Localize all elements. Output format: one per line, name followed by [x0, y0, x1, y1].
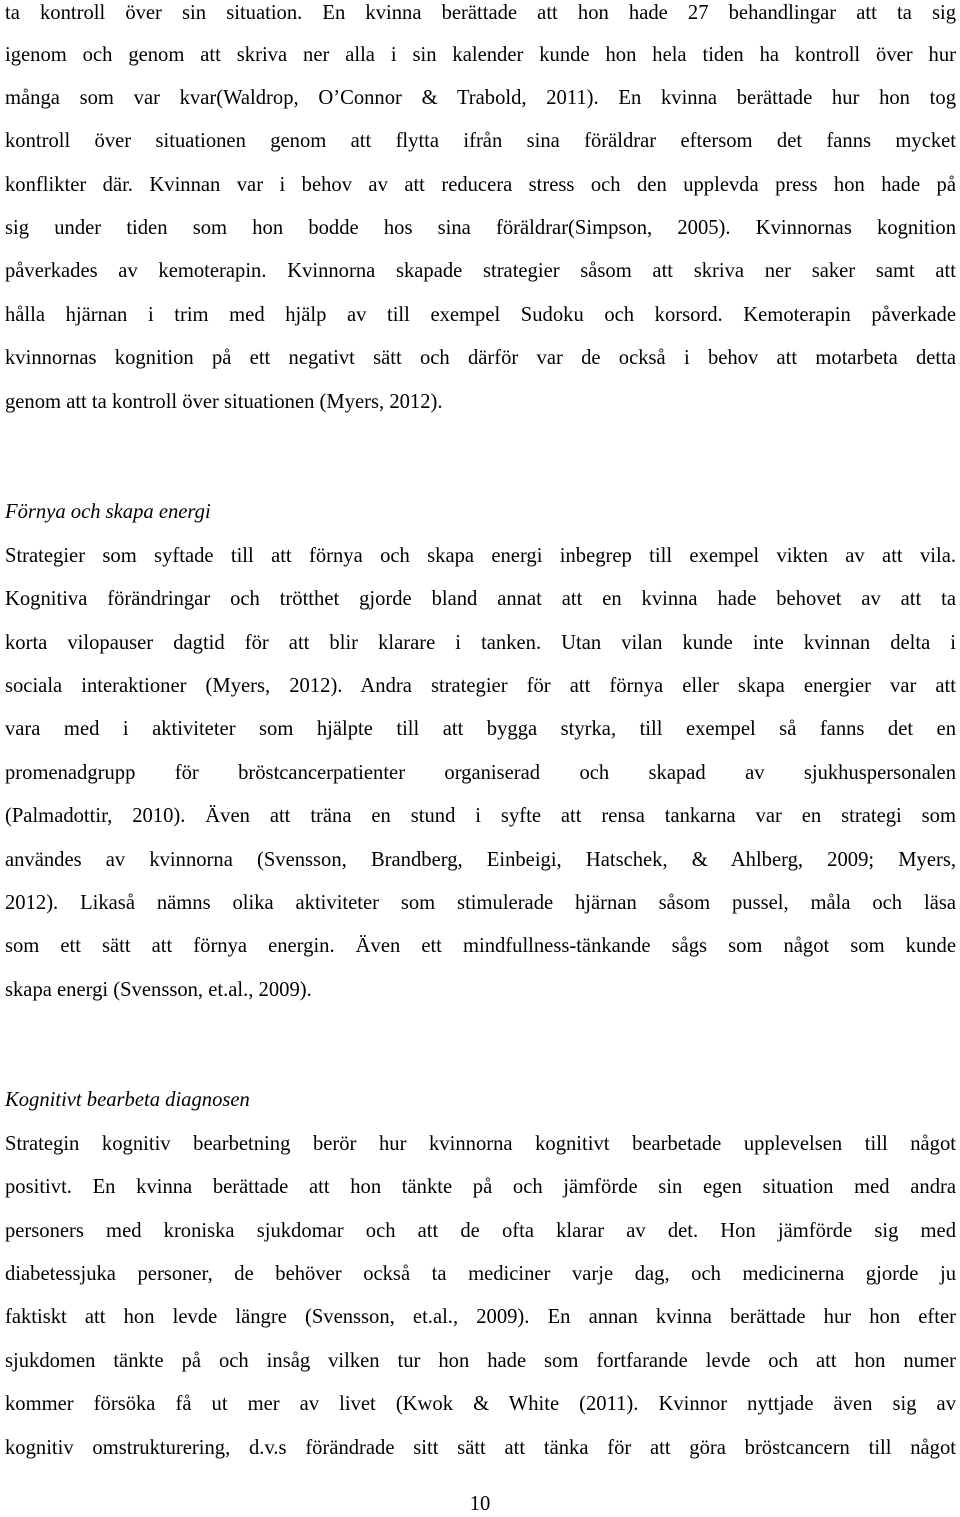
- text-line: faktiskt att hon levde längre (Svensson, et.al., 2009). En annan kvinna berättade hur hon efter: [5, 1306, 956, 1328]
- text-line: sociala interaktioner (Myers, 2012). Andra strategier för att förnya eller skapa energier var att: [5, 675, 956, 697]
- section-heading: Kognitivt bearbeta diagnosen: [5, 1089, 250, 1111]
- text-line: kvinnornas kognition på ett negativt sätt och därför var de också i behov att motarbeta detta: [5, 347, 956, 369]
- text-line: korta vilopauser dagtid för att blir klarare i tanken. Utan vilan kunde inte kvinnan delta i: [5, 632, 956, 654]
- text-line: kommer försöka få ut mer av livet (Kwok & White (2011). Kvinnor nyttjade även sig av: [5, 1393, 956, 1415]
- text-line: 2012). Likaså nämns olika aktiviteter som stimulerade hjärnan såsom pussel, måla och läsa: [5, 892, 956, 914]
- text-line: vara med i aktiviteter som hjälpte till att bygga styrka, till exempel så fanns det en: [5, 718, 956, 740]
- text-line: många som var kvar(Waldrop, O’Connor & Trabold, 2011). En kvinna berättade hur hon tog: [5, 87, 956, 109]
- text-line: (Palmadottir, 2010). Även att träna en stund i syfte att rensa tankarna var en strategi som: [5, 805, 956, 827]
- text-line: Kognitiva förändringar och trötthet gjorde bland annat att en kvinna hade behovet av att ta: [5, 588, 956, 610]
- text-line: kognitiv omstrukturering, d.v.s förändrade sitt sätt att tänka för att göra bröstcancern till något: [5, 1437, 956, 1459]
- section-heading: Förnya och skapa energi: [5, 501, 211, 523]
- text-line: sig under tiden som hon bodde hos sina föräldrar(Simpson, 2005). Kvinnornas kognition: [5, 217, 956, 239]
- text-line: hålla hjärnan i trim med hjälp av till exempel Sudoku och korsord. Kemoterapin påverkade: [5, 304, 956, 326]
- text-line: skapa energi (Svensson, et.al., 2009).: [5, 979, 312, 1001]
- text-line: promenadgrupp för bröstcancerpatienter organiserad och skapad av sjukhuspersonalen: [5, 762, 956, 784]
- text-line: Strategin kognitiv bearbetning berör hur kvinnorna kognitivt bearbetade upplevelsen till något: [5, 1133, 956, 1155]
- text-line: kontroll över situationen genom att flytta ifrån sina föräldrar eftersom det fanns mycket: [5, 130, 956, 152]
- text-line: sjukdomen tänkte på och insåg vilken tur hon hade som fortfarande levde och att hon numer: [5, 1350, 956, 1372]
- text-line: påverkades av kemoterapin. Kvinnorna skapade strategier såsom att skriva ner saker samt att: [5, 260, 956, 282]
- text-line: personers med kroniska sjukdomar och att de ofta klarar av det. Hon jämförde sig med: [5, 1220, 956, 1242]
- text-line: ta kontroll över sin situation. En kvinna berättade att hon hade 27 behandlingar att ta sig: [5, 2, 956, 24]
- text-line: användes av kvinnorna (Svensson, Brandberg, Einbeigi, Hatschek, & Ahlberg, 2009; Myers,: [5, 849, 956, 871]
- text-line: genom att ta kontroll över situationen (Myers, 2012).: [5, 391, 443, 413]
- text-line: som ett sätt att förnya energin. Även ett mindfullness-tänkande sågs som något som kunde: [5, 935, 956, 957]
- text-line: diabetessjuka personer, de behöver också ta mediciner varje dag, och medicinerna gjorde ju: [5, 1263, 956, 1285]
- text-line: positivt. En kvinna berättade att hon tänkte på och jämförde sin egen situation med andra: [5, 1176, 956, 1198]
- text-line: konflikter där. Kvinnan var i behov av att reducera stress och den upplevda press hon hade på: [5, 174, 956, 196]
- text-line: igenom och genom att skriva ner alla i sin kalender kunde hon hela tiden ha kontroll över hur: [5, 44, 956, 66]
- text-line: Strategier som syftade till att förnya och skapa energi inbegrep till exempel vikten av att vila.: [5, 545, 956, 567]
- page-number: 10: [469, 1493, 491, 1515]
